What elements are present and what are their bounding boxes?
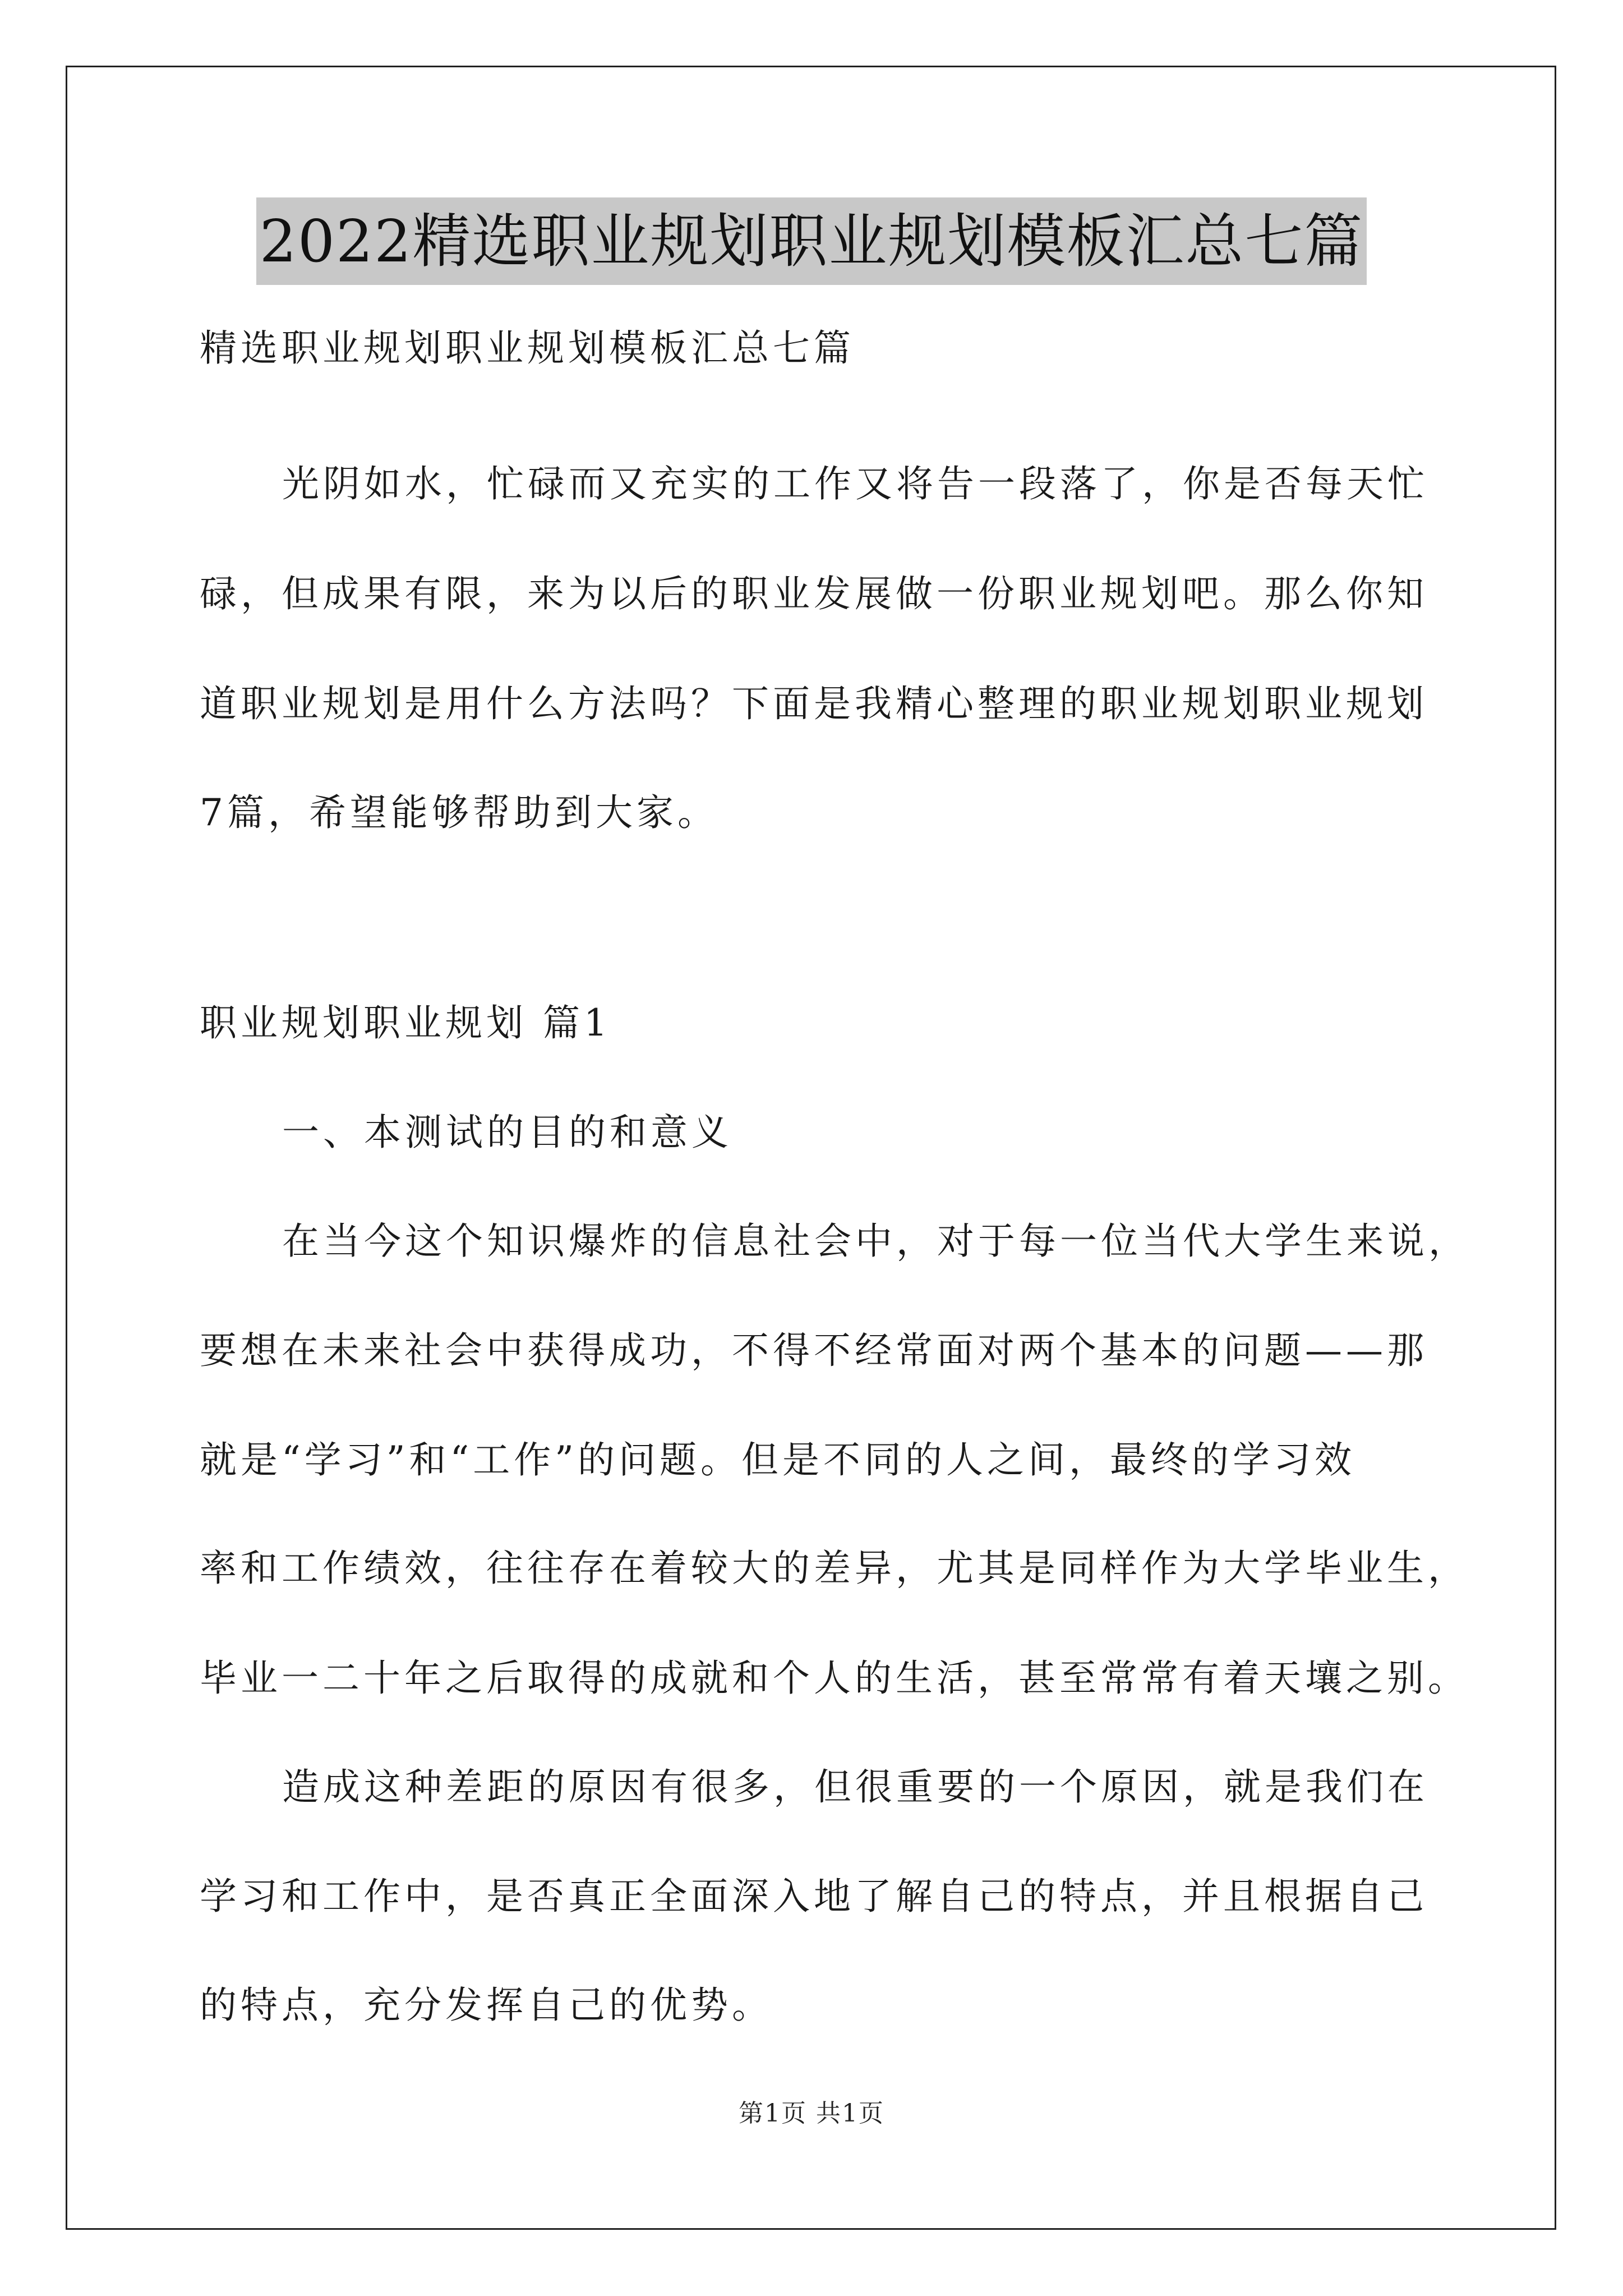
section-heading: 职业规划职业规划 篇1 — [200, 1001, 611, 1045]
title-container — [0, 197, 1623, 285]
paragraph2-line-3: 的特点，充分发挥自己的优势。 — [200, 1984, 773, 2027]
paragraph1-line-3: 就是“学习”和“工作”的问题。但是不同的人之间，最终的学习效 — [200, 1438, 1355, 1481]
intro-line-3: 道职业规划是用什么方法吗？下面是我精心整理的职业规划职业规划 — [200, 682, 1428, 725]
page-footer: 第1页 共1页 — [739, 2099, 884, 2128]
intro-line-1: 光阴如水，忙碌而又充实的工作又将告一段落了，你是否每天忙 — [282, 462, 1428, 505]
paragraph1-line-2: 要想在未来社会中获得成功，不得不经常面对两个基本的问题——那 — [200, 1329, 1428, 1372]
paragraph2-line-2: 学习和工作中，是否真正全面深入地了解自己的特点，并且根据自己 — [200, 1875, 1428, 1918]
paragraph1-line-1: 在当今这个知识爆炸的信息社会中，对于每一位当代大学生来说， — [282, 1220, 1469, 1263]
paragraph2-line-1: 造成这种差距的原因有很多，但很重要的一个原因，就是我们在 — [282, 1765, 1428, 1809]
paragraph1-line-5: 毕业一二十年之后取得的成就和个人的生活，甚至常常有着天壤之别。 — [200, 1657, 1469, 1700]
document-subtitle: 精选职业规划职业规划模板汇总七篇 — [200, 326, 855, 370]
intro-line-4: 7篇，希望能够帮助到大家。 — [200, 791, 718, 834]
intro-line-2: 碌，但成果有限，来为以后的职业发展做一份职业规划吧。那么你知 — [200, 572, 1428, 615]
document-title: 2022精选职业规划职业规划模板汇总七篇 — [256, 197, 1367, 285]
subheading: 一、本测试的目的和意义 — [282, 1111, 732, 1154]
paragraph1-line-4: 率和工作绩效，往往存在着较大的差异，尤其是同样作为大学毕业生， — [200, 1547, 1469, 1590]
